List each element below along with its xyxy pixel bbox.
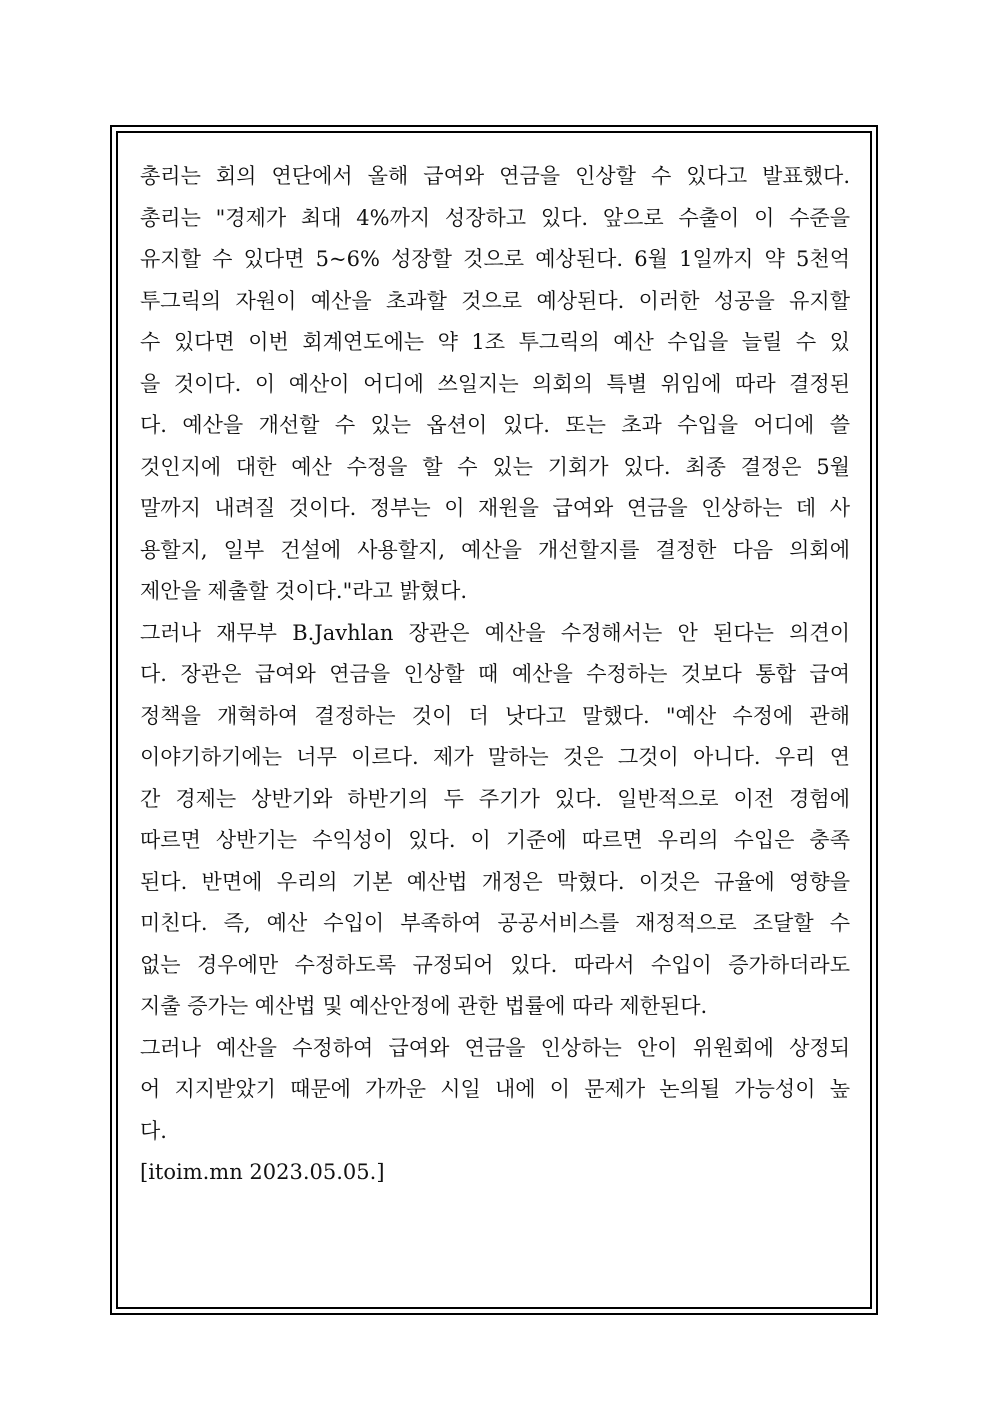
text-line: 이야기하기에는 너무 이르다. 제가 말하는 것은 그것이 아니다. 우리 연 <box>140 745 850 769</box>
text-line: 따르면 상반기는 수익성이 있다. 이 기준에 따르면 우리의 수입은 충족 <box>140 828 850 852</box>
text-line: 총리는 회의 연단에서 올해 급여와 연금을 인상할 수 있다고 발표했다. <box>140 164 850 188</box>
text-line: 그러나 예산을 수정하여 급여와 연금을 인상하는 안이 위원회에 상정되 <box>140 1035 850 1060</box>
text-line: 없는 경우에만 수정하도록 규정되어 있다. 따라서 수입이 증가하더라도 <box>140 952 850 977</box>
text-line: 것인지에 대한 예산 수정을 할 수 있는 기회가 있다. 최종 결정은 5월 <box>140 454 850 479</box>
text-line: 총리는 "경제가 최대 4%까지 성장하고 있다. 앞으로 수출이 이 수준을 <box>140 205 850 230</box>
text-line: 미친다. 즉, 예산 수입이 부족하여 공공서비스를 재정적으로 조달할 수 <box>140 911 850 935</box>
text-line: 수 있다면 이번 회계연도에는 약 1조 투그릭의 예산 수입을 늘릴 수 있 <box>140 330 850 354</box>
source-citation: [itoim.mn 2023.05.05.] <box>140 1160 385 1184</box>
text-line: 투그릭의 자원이 예산을 초과할 것으로 예상된다. 이러한 성공을 유지할 <box>140 288 850 313</box>
text-line: 다. 장관은 급여와 연금을 인상할 때 예산을 수정하는 것보다 통합 급여 <box>140 662 850 686</box>
text-line: 간 경제는 상반기와 하반기의 두 주기가 있다. 일반적으로 이전 경험에 <box>140 786 850 811</box>
text-line: 유지할 수 있다면 5~6% 성장할 것으로 예상된다. 6월 1일까지 약 5천억 <box>140 247 850 271</box>
text-line: 다. <box>140 1118 167 1143</box>
text-line: 제안을 제출할 것이다."라고 밝혔다. <box>140 579 468 603</box>
text-line: 그러나 재무부 B.Javhlan 장관은 예산을 수정해서는 안 된다는 의견이 <box>140 620 850 645</box>
text-line: 말까지 내려질 것이다. 정부는 이 재원을 급여와 연금을 인상하는 데 사 <box>140 496 850 520</box>
text-line: 을 것이다. 이 예산이 어디에 쓰일지는 의회의 특별 위임에 따라 결정된 <box>140 371 850 396</box>
text-line: 다. 예산을 개선할 수 있는 옵션이 있다. 또는 초과 수입을 어디에 쓸 <box>140 413 850 437</box>
article-body <box>140 156 850 1194</box>
text-line: 지출 증가는 예산법 및 예산안정에 관한 법률에 따라 제한된다. <box>140 994 708 1018</box>
text-line: 용할지, 일부 건설에 사용할지, 예산을 개선할지를 결정한 다음 의회에 <box>140 537 850 562</box>
text-line: 된다. 반면에 우리의 기본 예산법 개정은 막혔다. 이것은 규율에 영향을 <box>140 869 850 894</box>
text-line: 어 지지받았기 때문에 가까운 시일 내에 이 문제가 논의될 가능성이 높 <box>140 1077 850 1101</box>
text-line: 정책을 개혁하여 결정하는 것이 더 낫다고 말했다. "예산 수정에 관해 <box>140 703 850 728</box>
